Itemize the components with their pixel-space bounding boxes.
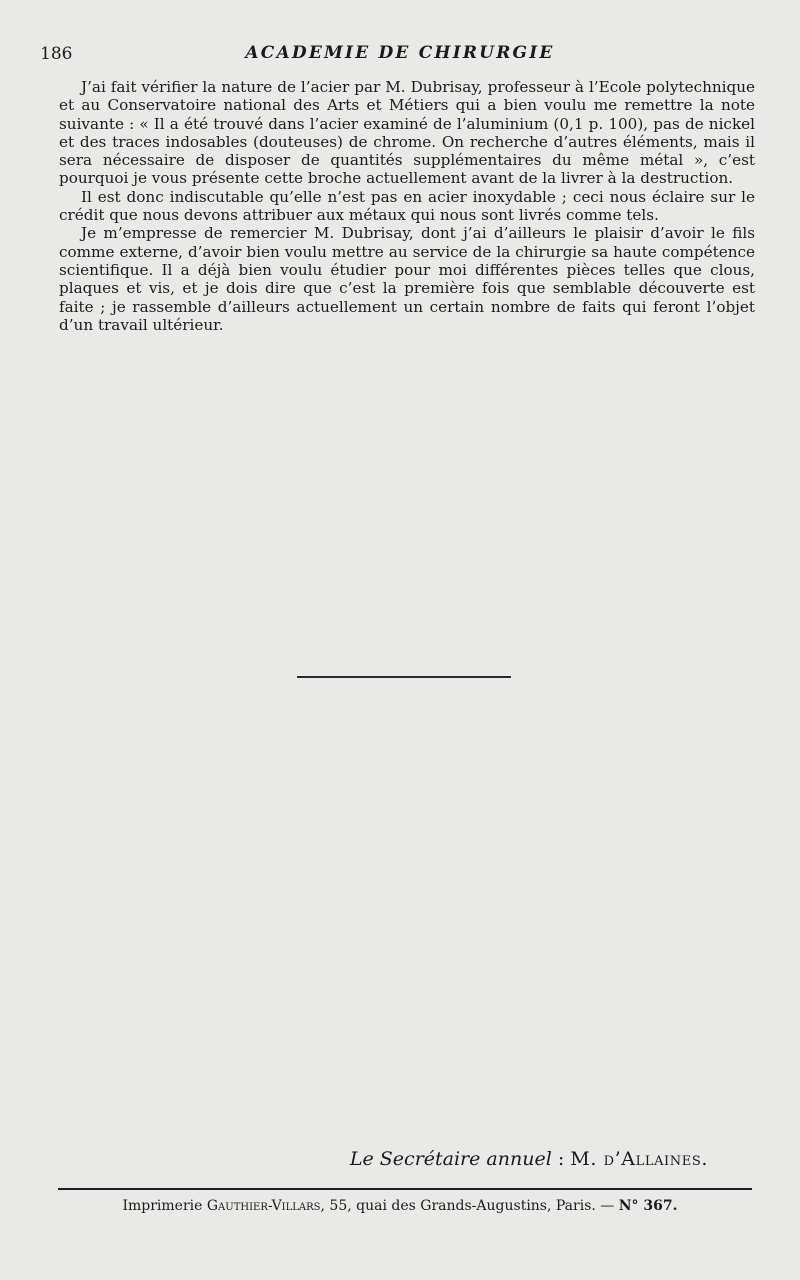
signature-separator: : (551, 1148, 571, 1170)
running-title: ACADEMIE DE CHIRURGIE (245, 43, 555, 63)
printer-name: Gauthier-Villars (206, 1198, 321, 1214)
paragraph-steel-analysis: J’ai fait vérifier la nature de l’acier par M. Dubrisay, professeur à l’Ecole polytechnique et au Conservatoire national des Arts et Métiers qui a bien voulu me remettre la note suivante : « Il a été trouvé dans l’acier examiné de l’aluminium (0,1 p. 100), pas de nickel et des traces indosables (douteuses) de chrome. On recherche d’autres éléments, mais il sera nécessaire de disposer de quantités supplémentaires du même métal », c’est pourquoi je vous présente cette broche actuellement avant de la livrer à la destruction. (59, 78, 755, 188)
article-body (59, 78, 755, 334)
signature-name: M. d’Allaines. (570, 1148, 708, 1170)
imprint-number: N° 367. (618, 1198, 678, 1214)
paragraph-acknowledgement: Je m’empresse de remercier M. Dubrisay, dont j’ai d’ailleurs le plaisir d’avoir le fils comme externe, d’avoir bien voulu mettre au service de la chirurgie sa haute compétence scientifique. Il a déjà bien voulu étudier pour moi différentes pièces telles que clous, plaques et vis, et je dois dire que c’est la première fois que semblable découverte est faite ; je rassemble d’ailleurs actuellement un certain nombre de faits qui feront l’objet d’un travail ultérieur. (59, 224, 755, 334)
printer-imprint (0, 1198, 800, 1214)
signature-line (350, 1148, 708, 1170)
signature-title: Le Secrétaire annuel (349, 1148, 552, 1170)
footer-rule (58, 1188, 752, 1190)
imprint-prefix: Imprimerie (122, 1198, 207, 1214)
section-separator-rule (297, 676, 511, 678)
imprint-address: , 55, quai des Grands-Augustins, Paris. — (320, 1198, 619, 1214)
paragraph-not-stainless: Il est donc indiscutable qu’elle n’est pas en acier inoxydable ; ceci nous éclaire sur le crédit que nous devons attribuer aux métaux qui nous sont livrés comme tels. (59, 187, 755, 225)
page-number: 186 (40, 44, 73, 64)
